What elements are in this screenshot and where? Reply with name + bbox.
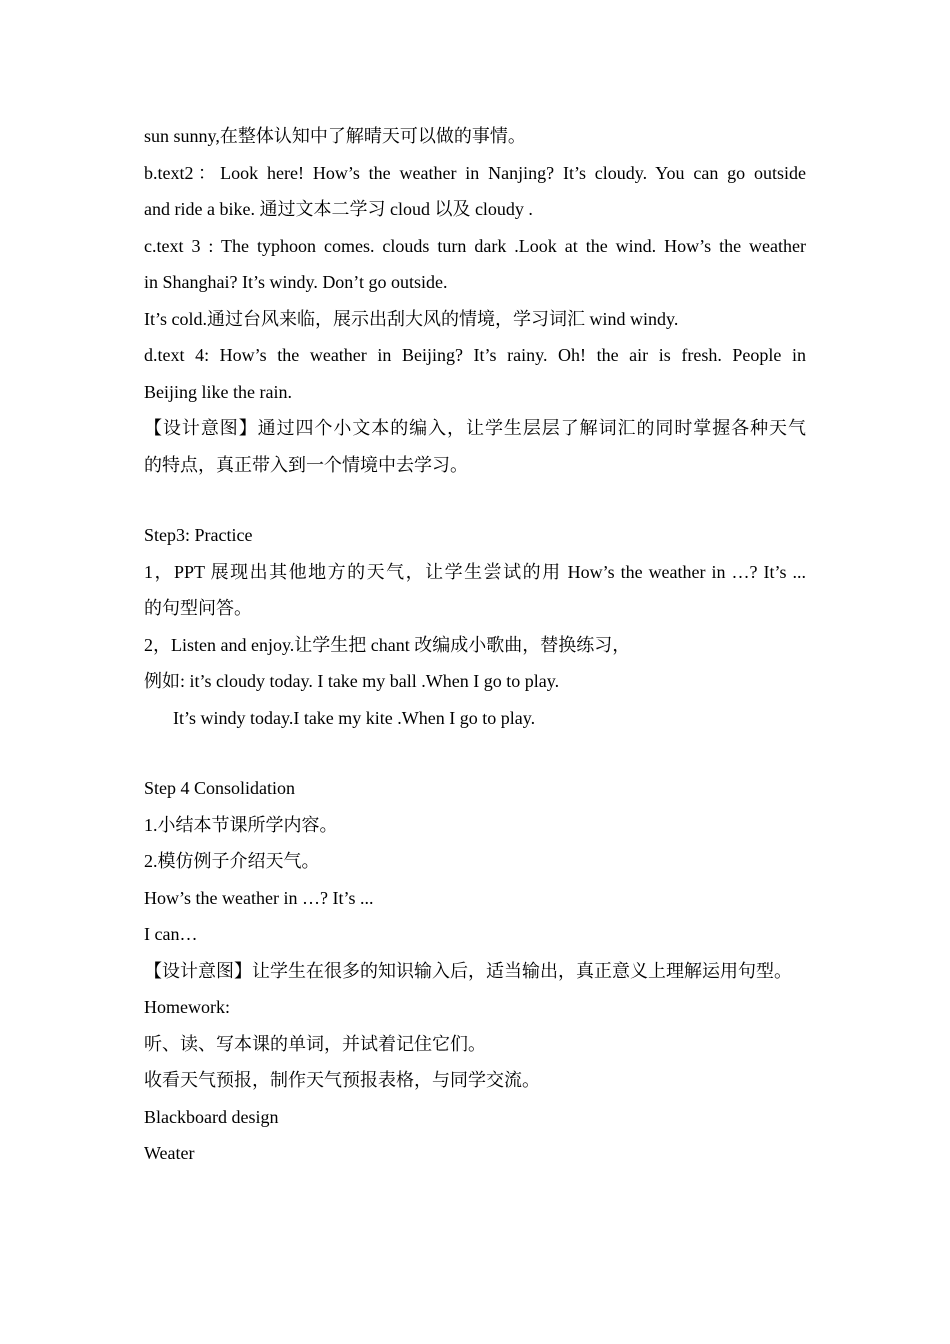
design-intent-line: 【设计意图】通过四个小文本的编入，让学生层层了解词汇的同时掌握各种天气 <box>144 418 806 438</box>
paragraph-line: and ride a bike. 通过文本二学习 cloud 以及 cloudy . <box>144 199 533 219</box>
paragraph-line: 听、读、写本课的单词，并试着记住它们。 <box>144 1033 486 1054</box>
section-heading: Homework: <box>144 997 230 1017</box>
design-intent-line: 【设计意图】让学生在很多的知识输入后，适当输出，真正意义上理解运用句型。 <box>144 960 792 981</box>
paragraph-line: Weater <box>144 1143 195 1163</box>
paragraph-line: in Shanghai? It’s windy. Don’t go outside. <box>144 272 448 292</box>
paragraph-line: Beijing like the rain. <box>144 381 292 402</box>
paragraph-line: 2.模仿例子介绍天气。 <box>144 851 320 871</box>
paragraph-line: c.text 3 : The typhoon comes. clouds turn dark .Look at the wind. How’s the weather <box>144 235 806 256</box>
section-heading: Blackboard design <box>144 1106 279 1127</box>
document-page <box>144 118 806 1172</box>
blank-line <box>144 736 806 770</box>
paragraph-line: d.text 4: How’s the weather in Beijing? It’s rainy. Oh! the air is fresh. People in <box>144 345 806 365</box>
paragraph-line: sun sunny,在整体认知中了解晴天可以做的事情。 <box>144 126 526 146</box>
section-heading: Step3: Practice <box>144 525 253 545</box>
design-intent-line: 的特点，真正带入到一个情境中去学习。 <box>144 454 468 475</box>
paragraph-line: b.text2：Look here! How’s the weather in Nanjing? It’s cloudy. You can go outside <box>144 162 806 183</box>
paragraph-line: 2，Listen and enjoy.让学生把 chant 改编成小歌曲，替换练习， <box>144 634 631 655</box>
paragraph-line: How’s the weather in …? It’s ... <box>144 887 374 908</box>
example-line: 例如: it’s cloudy today. I take my ball .When I go to play. <box>144 671 560 691</box>
paragraph-line: I can… <box>144 924 198 944</box>
section-heading: Step 4 Consolidation <box>144 778 296 798</box>
paragraph-line: 收看天气预报，制作天气预报表格，与同学交流。 <box>144 1070 540 1090</box>
paragraph-line: 的句型问答。 <box>144 598 252 618</box>
paragraph-line: 1.小结本节课所学内容。 <box>144 814 338 835</box>
example-line: It’s windy today.I take my kite .When I go to play. <box>173 707 536 728</box>
paragraph-line: 1，PPT 展现出其他地方的天气，让学生尝试的用 How’s the weather in …? It’s ... <box>144 561 806 582</box>
paragraph-line: It’s cold.通过台风来临，展示出刮大风的情境，学习词汇 wind windy. <box>144 308 679 329</box>
blank-line <box>144 483 806 517</box>
